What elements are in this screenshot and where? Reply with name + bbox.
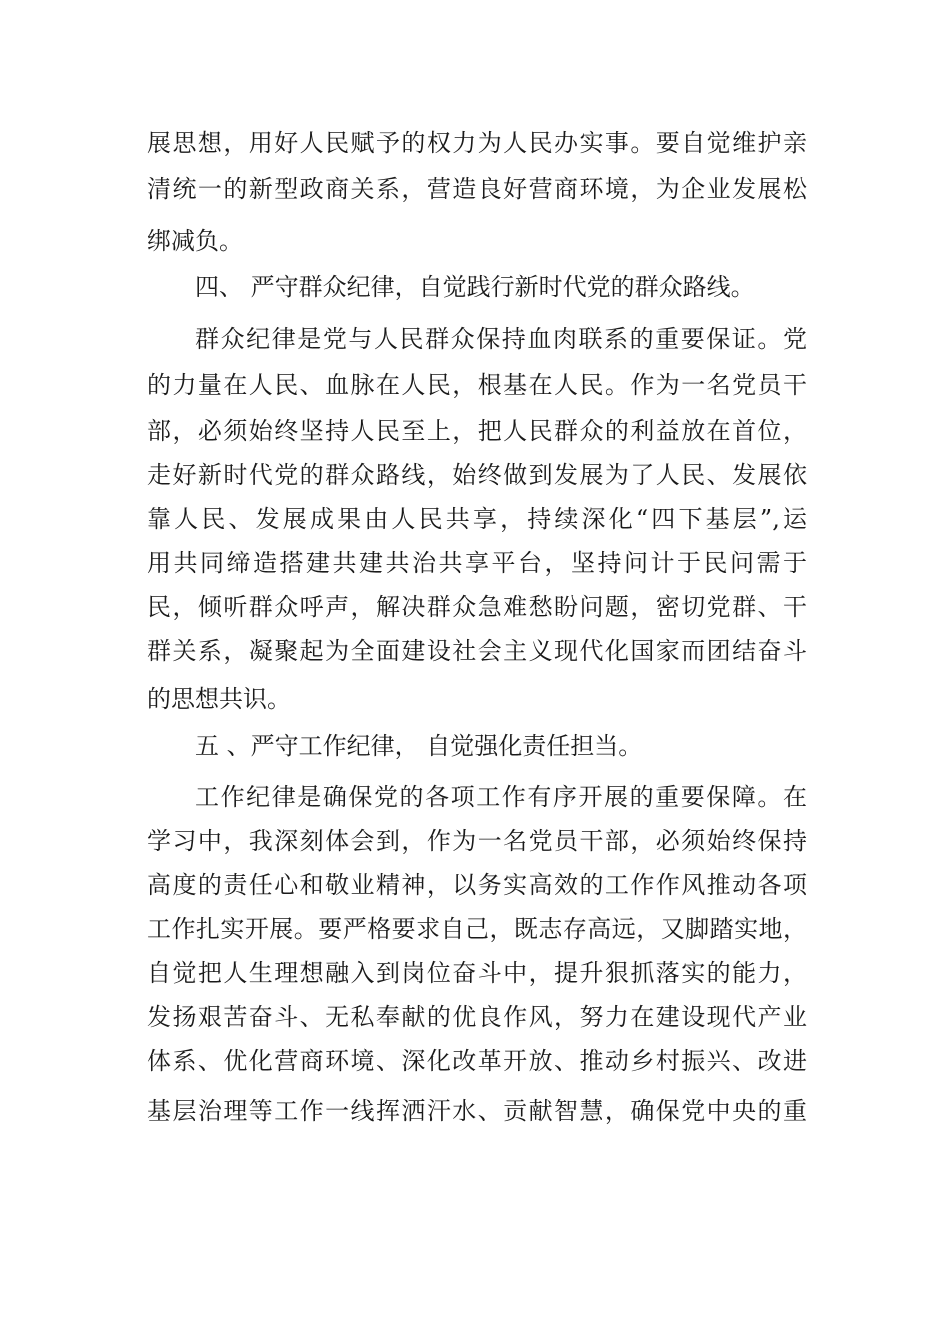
section-heading: 四、 严守群众纪律，自觉践行新时代党的群众路线。 (195, 273, 755, 301)
text-line: 群关系，凝聚起为全面建设社会主义现代化国家而团结奋斗 (147, 637, 807, 665)
text-line: 基层治理等工作一线挥洒汗水、贡献智慧，确保党中央的重 (147, 1097, 807, 1125)
text-line: 工作扎实开展。要严格要求自己，既志存高远，又脚踏实地， (147, 915, 807, 943)
text-line: 学习中，我深刻体会到，作为一名党员干部，必须始终保持 (147, 827, 807, 855)
text-line: 部，必须始终坚持人民至上，把人民群众的利益放在首位， (147, 417, 807, 445)
text-line: 用共同缔造搭建共建共治共享平台，坚持问计于民问需于 (147, 549, 807, 577)
text-line: 走好新时代党的群众路线，始终做到发展为了人民、发展依 (147, 461, 807, 489)
text-line: 展思想，用好人民赋予的权力为人民办实事。要自觉维护亲 (147, 129, 807, 157)
text-line: 靠人民、发展成果由人民共享，持续深化“四下基层”,运 (147, 505, 807, 533)
text-line: 的力量在人民、血脉在人民，根基在人民。作为一名党员干 (147, 371, 807, 399)
text-line: 发扬艰苦奋斗、无私奉献的优良作风，努力在建设现代产业 (147, 1003, 807, 1031)
text-line: 群众纪律是党与人民群众保持血肉联系的重要保证。党 (195, 325, 807, 353)
text-line: 高度的责任心和敬业精神，以务实高效的工作作风推动各项 (147, 871, 807, 899)
text-line: 民，倾听群众呼声，解决群众急难愁盼问题，密切党群、干 (147, 593, 807, 621)
text-line: 自觉把人生理想融入到岗位奋斗中，提升狠抓落实的能力， (147, 959, 807, 987)
text-line: 的思想共识。 (147, 685, 291, 713)
text-line: 工作纪律是确保党的各项工作有序开展的重要保障。在 (195, 783, 807, 811)
text-line: 绑减负。 (147, 227, 243, 255)
section-heading: 五 、严守工作纪律， 自觉强化责任担当。 (195, 732, 643, 760)
text-line: 体系、优化营商环境、深化改革开放、推动乡村振兴、改进 (147, 1047, 807, 1075)
text-line: 清统一的新型政商关系，营造良好营商环境，为企业发展松 (147, 175, 807, 203)
